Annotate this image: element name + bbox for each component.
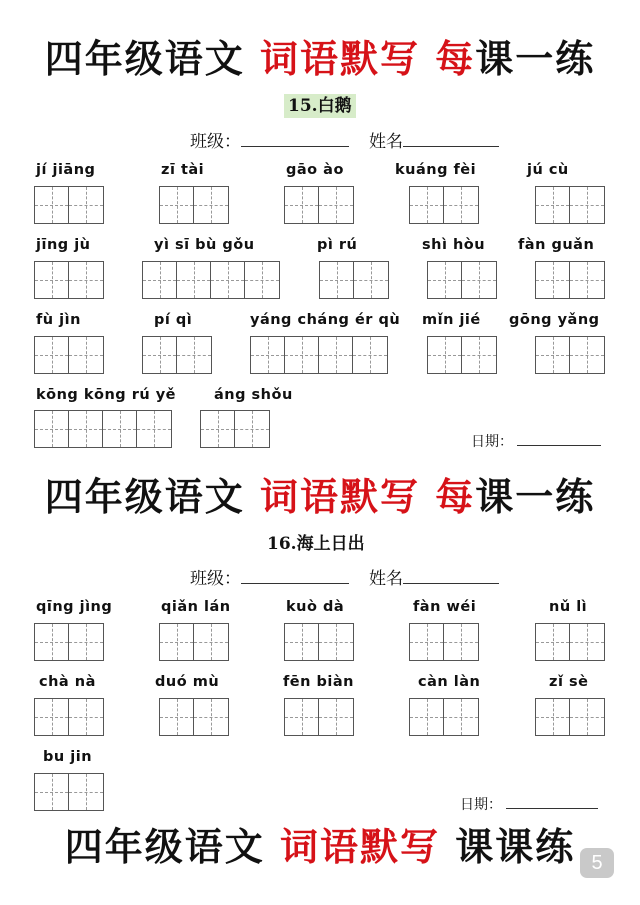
pinyin-prompt: gōng yǎng: [509, 312, 600, 328]
pinyin-prompt: jí jiāng: [36, 162, 96, 178]
character-box-group: [535, 623, 605, 661]
tian-grid-cell[interactable]: [285, 699, 319, 735]
tian-grid-cell[interactable]: [177, 337, 211, 373]
tian-grid-cell[interactable]: [211, 262, 245, 298]
footer-title: [0, 824, 640, 870]
lesson-title: 15.白鹅: [284, 94, 356, 118]
character-box-group: [34, 698, 104, 736]
tian-grid-cell[interactable]: [143, 262, 177, 298]
tian-grid-cell[interactable]: [177, 262, 211, 298]
pinyin-prompt: fàn wéi: [413, 599, 477, 615]
tian-grid-cell[interactable]: [319, 187, 353, 223]
tian-grid-cell[interactable]: [536, 187, 570, 223]
tian-grid-cell[interactable]: [245, 262, 279, 298]
tian-grid-cell[interactable]: [570, 262, 604, 298]
tian-grid-cell[interactable]: [285, 187, 319, 223]
pinyin-prompt: càn làn: [418, 674, 481, 690]
tian-grid-cell[interactable]: [410, 624, 444, 660]
tian-grid-cell[interactable]: [536, 337, 570, 373]
student-info: [190, 130, 499, 153]
tian-grid-cell[interactable]: [35, 411, 69, 447]
pinyin-prompt: kuáng fèi: [395, 162, 477, 178]
lesson-title: 16.海上日出: [267, 534, 365, 554]
tian-grid-cell[interactable]: [570, 699, 604, 735]
tian-grid-cell[interactable]: [320, 262, 354, 298]
character-box-group: [142, 336, 212, 374]
date-row: [460, 795, 598, 813]
character-box-group: [427, 261, 497, 299]
tian-grid-cell[interactable]: [160, 624, 194, 660]
tian-grid-cell[interactable]: [137, 411, 171, 447]
character-box-group: [284, 698, 354, 736]
character-box-group: [409, 186, 479, 224]
tian-grid-cell[interactable]: [69, 411, 103, 447]
tian-grid-cell[interactable]: [35, 187, 69, 223]
tian-grid-cell[interactable]: [69, 699, 103, 735]
tian-grid-cell[interactable]: [35, 774, 69, 810]
tian-grid-cell[interactable]: [143, 337, 177, 373]
character-box-group: [535, 261, 605, 299]
worksheet-title: [0, 36, 640, 82]
tian-grid-cell[interactable]: [319, 699, 353, 735]
tian-grid-cell[interactable]: [35, 699, 69, 735]
character-box-group: [250, 336, 388, 374]
character-box-group: [159, 698, 229, 736]
tian-grid-cell[interactable]: [428, 337, 462, 373]
pinyin-prompt: nǔ lì: [549, 599, 588, 615]
tian-grid-cell[interactable]: [69, 262, 103, 298]
title-practice: 课课练: [455, 824, 576, 869]
tian-grid-cell[interactable]: [285, 337, 319, 373]
pinyin-prompt: kōng kōng rú yě: [36, 387, 177, 403]
title-each: 每: [435, 474, 476, 519]
page-number-badge: 5: [580, 848, 614, 878]
tian-grid-cell[interactable]: [194, 187, 228, 223]
tian-grid-cell[interactable]: [35, 262, 69, 298]
pinyin-prompt: fēn biàn: [283, 674, 354, 690]
pinyin-prompt: kuò dà: [286, 599, 345, 615]
tian-grid-cell[interactable]: [536, 624, 570, 660]
tian-grid-cell[interactable]: [444, 187, 478, 223]
pinyin-prompt: duó mù: [155, 674, 220, 690]
title-grade: 四年级语文: [64, 824, 265, 869]
tian-grid-cell[interactable]: [35, 337, 69, 373]
pinyin-prompt: fù jìn: [36, 312, 81, 328]
tian-grid-cell[interactable]: [410, 187, 444, 223]
tian-grid-cell[interactable]: [69, 774, 103, 810]
tian-grid-cell[interactable]: [201, 411, 235, 447]
tian-grid-cell[interactable]: [354, 262, 388, 298]
title-lesson-practice: 课一练: [475, 36, 596, 81]
tian-grid-cell[interactable]: [194, 699, 228, 735]
character-box-group: [284, 186, 354, 224]
pinyin-prompt: áng shǒu: [214, 387, 293, 403]
character-box-group: [159, 623, 229, 661]
title-topic: 词语默写: [259, 36, 420, 81]
tian-grid-cell[interactable]: [570, 187, 604, 223]
tian-grid-cell[interactable]: [444, 624, 478, 660]
class-field[interactable]: [241, 567, 349, 584]
class-label: 班级：: [190, 132, 241, 151]
date-label: 日期：: [471, 433, 513, 449]
tian-grid-cell[interactable]: [462, 262, 496, 298]
pinyin-prompt: chà nà: [39, 674, 96, 690]
tian-grid-cell[interactable]: [69, 337, 103, 373]
tian-grid-cell[interactable]: [570, 624, 604, 660]
pinyin-prompt: pí qì: [154, 312, 193, 328]
character-box-group: [409, 698, 479, 736]
class-label: 班级：: [190, 569, 241, 588]
tian-grid-cell[interactable]: [428, 262, 462, 298]
name-label: 姓名: [369, 132, 403, 151]
character-box-group: [200, 410, 270, 448]
pinyin-prompt: bu jin: [43, 749, 93, 765]
class-field[interactable]: [241, 130, 349, 147]
tian-grid-cell[interactable]: [536, 262, 570, 298]
tian-grid-cell[interactable]: [69, 624, 103, 660]
character-box-group: [34, 186, 104, 224]
pinyin-prompt: mǐn jié: [422, 312, 481, 328]
date-label: 日期：: [460, 796, 502, 812]
title-topic: 词语默写: [259, 474, 420, 519]
tian-grid-cell[interactable]: [410, 699, 444, 735]
pinyin-prompt: shì hòu: [422, 237, 486, 253]
title-topic: 词语默写: [279, 824, 440, 869]
tian-grid-cell[interactable]: [251, 337, 285, 373]
tian-grid-cell[interactable]: [285, 624, 319, 660]
character-box-group: [535, 698, 605, 736]
tian-grid-cell[interactable]: [444, 699, 478, 735]
title-lesson-practice: 课一练: [475, 474, 596, 519]
pinyin-prompt: zī tài: [161, 162, 205, 178]
character-box-group: [34, 261, 104, 299]
character-box-group: [34, 336, 104, 374]
date-row: [471, 432, 601, 450]
character-box-group: [427, 336, 497, 374]
pinyin-prompt: yì sī bù gǒu: [154, 237, 255, 253]
tian-grid-cell[interactable]: [570, 337, 604, 373]
tian-grid-cell[interactable]: [536, 699, 570, 735]
pinyin-prompt: jú cù: [527, 162, 569, 178]
character-box-group: [34, 623, 104, 661]
character-box-group: [284, 623, 354, 661]
tian-grid-cell[interactable]: [194, 624, 228, 660]
character-box-group: [319, 261, 389, 299]
character-box-group: [535, 336, 605, 374]
pinyin-prompt: yáng cháng ér qù: [250, 312, 401, 328]
tian-grid-cell[interactable]: [235, 411, 269, 447]
name-field[interactable]: [403, 130, 499, 147]
character-box-group: [159, 186, 229, 224]
tian-grid-cell[interactable]: [319, 624, 353, 660]
tian-grid-cell[interactable]: [319, 337, 353, 373]
pinyin-prompt: qīng jìng: [36, 599, 113, 615]
worksheet-title: [0, 474, 640, 520]
character-box-group: [409, 623, 479, 661]
character-box-group: [535, 186, 605, 224]
character-box-group: [34, 410, 172, 448]
tian-grid-cell[interactable]: [103, 411, 137, 447]
student-info: [190, 567, 499, 590]
title-grade: 四年级语文: [44, 474, 245, 519]
date-field[interactable]: [517, 433, 601, 446]
pinyin-prompt: qiǎn lán: [161, 599, 231, 615]
pinyin-prompt: gāo ào: [286, 162, 344, 178]
pinyin-prompt: zǐ sè: [549, 674, 589, 690]
pinyin-prompt: pì rú: [317, 237, 358, 253]
tian-grid-cell[interactable]: [462, 337, 496, 373]
tian-grid-cell[interactable]: [160, 699, 194, 735]
pinyin-prompt: jīng jù: [36, 237, 91, 253]
tian-grid-cell[interactable]: [160, 187, 194, 223]
tian-grid-cell[interactable]: [69, 187, 103, 223]
pinyin-prompt: fàn guǎn: [518, 237, 595, 253]
title-each: 每: [435, 36, 476, 81]
name-label: 姓名: [369, 569, 403, 588]
date-field[interactable]: [506, 796, 598, 809]
tian-grid-cell[interactable]: [35, 624, 69, 660]
name-field[interactable]: [403, 567, 499, 584]
character-box-group: [142, 261, 280, 299]
tian-grid-cell[interactable]: [353, 337, 387, 373]
title-grade: 四年级语文: [44, 36, 245, 81]
character-box-group: [34, 773, 104, 811]
